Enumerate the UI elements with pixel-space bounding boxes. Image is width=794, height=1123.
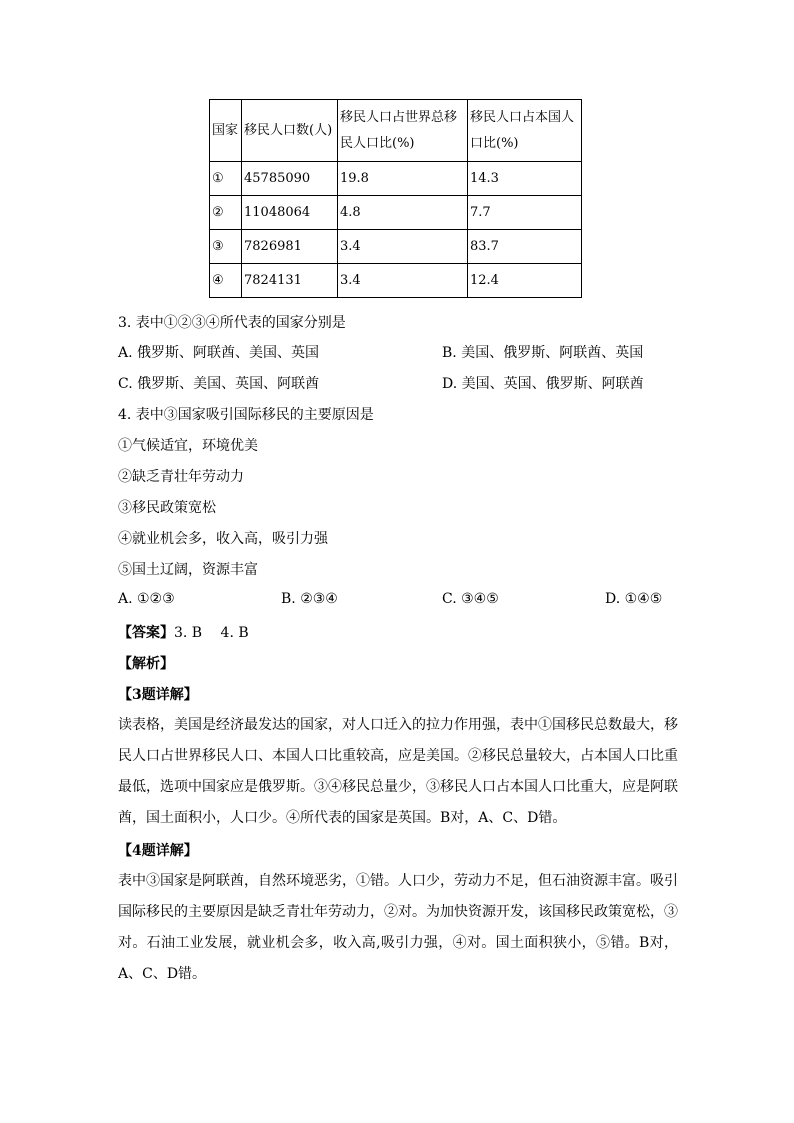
table-cell: 3.4 — [338, 264, 468, 298]
table-cell: 7.7 — [468, 196, 582, 230]
table-cell: 83.7 — [468, 230, 582, 264]
q4-detail-text: 表中③国家是阿联酋，自然环境恶劣，①错。人口少，劳动力不足，但石油资源丰富。吸引国际移民的主要原因是缺乏青壮年劳动力，②对。为加快资源开发，该国移民政策宽松，③对。石油工业发展，就业机会多，收入高,吸引力强，④对。国土面积狭小，⑤错。B对，A、C、D错。 — [118, 873, 678, 982]
q3-option-c: C. 俄罗斯、美国、英国、阿联酋 — [118, 376, 320, 392]
table-cell: ④ — [210, 264, 242, 298]
table-row — [210, 230, 582, 264]
q3-option-d: D. 美国、英国、俄罗斯、阿联酋 — [442, 376, 644, 392]
table-header-cell: 国家 — [210, 100, 242, 162]
q4-stem: 4. 表中③国家吸引国际移民的主要原因是 — [118, 407, 374, 423]
q3-option-b: B. 美国、俄罗斯、阿联酋、英国 — [442, 345, 644, 361]
q3-stem: 3. 表中①②③④所代表的国家分别是 — [118, 315, 346, 331]
answer-text: 3. B 4. B — [174, 625, 249, 641]
table-cell: 12.4 — [468, 264, 582, 298]
table-cell: 3.4 — [338, 230, 468, 264]
q3-detail-title: 【3题详解】 — [118, 687, 198, 703]
migration-table — [209, 99, 582, 298]
table-cell: 7826981 — [242, 230, 338, 264]
q4-item: ⑤国土辽阔，资源丰富 — [118, 562, 258, 578]
q3-option-a: A. 俄罗斯、阿联酋、美国、英国 — [118, 345, 320, 361]
q4-item: ③移民政策宽松 — [118, 500, 216, 516]
table-header-cell: 移民人口占世界总移民人口比(%) — [338, 100, 468, 162]
q4-option-b: B. ②③④ — [281, 591, 338, 607]
q4-option-c: C. ③④⑤ — [442, 591, 499, 607]
q4-option-d: D. ①④⑤ — [605, 591, 663, 607]
table-row — [210, 264, 582, 298]
table-header-cell: 移民人口数(人) — [242, 100, 338, 162]
answer-line — [118, 622, 249, 642]
table-row — [210, 162, 582, 196]
table-header-row — [210, 100, 582, 162]
q4-item: ①气候适宜，环境优美 — [118, 438, 258, 454]
table-cell: 11048064 — [242, 196, 338, 230]
table-header-cell: 移民人口占本国人口比(%) — [468, 100, 582, 162]
table-cell: 4.8 — [338, 196, 468, 230]
analysis-label: 【解析】 — [118, 656, 174, 672]
table-row — [210, 196, 582, 230]
table-cell: ② — [210, 196, 242, 230]
q4-detail-title: 【4题详解】 — [118, 843, 198, 859]
q3-detail-text: 读表格，美国是经济最发达的国家，对人口迁入的拉力作用强，表中①国移民总数最大，移民人口占世界移民人口、本国人口比重较高，应是美国。②移民总量较大，占本国人口比重最低，选项中国家应是俄罗斯。③④移民总量少，③移民人口占本国人口比重大，应是阿联酋，国土面积小，人口少。④所代表的国家是英国。B对，A、C、D错。 — [118, 717, 678, 826]
table-cell: ③ — [210, 230, 242, 264]
q4-option-a: A. ①②③ — [118, 591, 175, 607]
table-cell: 7824131 — [242, 264, 338, 298]
table-cell: ① — [210, 162, 242, 196]
table-cell: 19.8 — [338, 162, 468, 196]
table-cell: 45785090 — [242, 162, 338, 196]
q4-item: ④就业机会多，收入高，吸引力强 — [118, 531, 328, 547]
q4-item: ②缺乏青壮年劳动力 — [118, 469, 244, 485]
answer-label: 【答案】 — [118, 625, 174, 641]
table-cell: 14.3 — [468, 162, 582, 196]
